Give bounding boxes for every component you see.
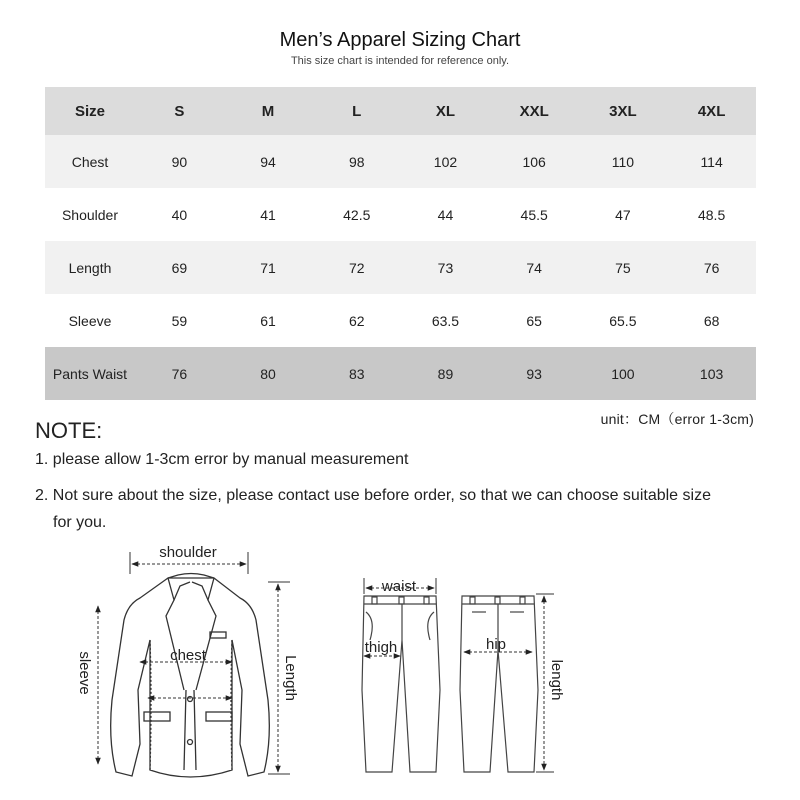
size-table — [45, 87, 756, 400]
table-cell: 83 — [312, 347, 401, 400]
table-header-row — [45, 87, 756, 135]
table-header-cell: 3XL — [579, 87, 668, 135]
table-cell: 61 — [224, 294, 313, 347]
row-label: Pants Waist — [45, 347, 135, 400]
table-header-cell: M — [224, 87, 313, 135]
table-header-cell: XL — [401, 87, 490, 135]
note-line-2-continuation: for you. — [53, 514, 107, 531]
row-label: Sleeve — [45, 294, 135, 347]
table-row — [45, 188, 756, 241]
hip-label: hip — [485, 636, 507, 653]
unit-note: unit：CM（error 1-3cm) — [600, 411, 754, 427]
table-cell: 65 — [490, 294, 579, 347]
table-cell: 69 — [135, 241, 224, 294]
table-cell: 59 — [135, 294, 224, 347]
table-header-cell: 4XL — [667, 87, 756, 135]
table-cell: 80 — [224, 347, 313, 400]
table-cell: 93 — [490, 347, 579, 400]
table-cell: 76 — [135, 347, 224, 400]
waist-label: waist — [381, 578, 417, 595]
chest-label: chest — [170, 647, 206, 664]
table-header-cell: Size — [45, 87, 135, 135]
table-cell: 47 — [579, 188, 668, 241]
table-cell: 40 — [135, 188, 224, 241]
note-line-2 — [35, 482, 775, 536]
table-cell: 42.5 — [312, 188, 401, 241]
note-heading: NOTE: — [35, 418, 103, 443]
table-cell: 100 — [579, 347, 668, 400]
pants-back-illustration — [460, 596, 538, 772]
row-label: Shoulder — [45, 188, 135, 241]
table-cell: 103 — [667, 347, 756, 400]
table-cell: 41 — [224, 188, 313, 241]
table-cell: 102 — [401, 135, 490, 188]
table-cell: 72 — [312, 241, 401, 294]
table-row — [45, 135, 756, 188]
table-cell: 76 — [667, 241, 756, 294]
row-label: Length — [45, 241, 135, 294]
table-cell: 73 — [401, 241, 490, 294]
jacket-illustration — [111, 574, 270, 778]
table-cell: 62 — [312, 294, 401, 347]
table-row — [45, 241, 756, 294]
row-label: Chest — [45, 135, 135, 188]
table-cell: 65.5 — [579, 294, 668, 347]
pants-length-label: length — [548, 659, 565, 701]
sleeve-label: sleeve — [76, 651, 93, 695]
shoulder-label: shoulder — [159, 544, 217, 561]
table-header-cell: L — [312, 87, 401, 135]
table-cell: 71 — [224, 241, 313, 294]
page-title: Men’s Apparel Sizing Chart — [279, 29, 521, 51]
pants-front-illustration — [362, 596, 440, 772]
table-cell: 48.5 — [667, 188, 756, 241]
table-cell: 45.5 — [490, 188, 579, 241]
table-row — [45, 294, 756, 347]
note-line-1: 1. please allow 1-3cm error by manual measurement — [35, 451, 409, 468]
table-cell: 44 — [401, 188, 490, 241]
table-cell: 98 — [312, 135, 401, 188]
table-cell: 75 — [579, 241, 668, 294]
table-header-cell: XXL — [490, 87, 579, 135]
table-cell: 110 — [579, 135, 668, 188]
table-row — [45, 347, 756, 400]
table-header-cell: S — [135, 87, 224, 135]
table-cell: 89 — [401, 347, 490, 400]
page-subtitle: This size chart is intended for reference only. — [290, 55, 510, 67]
measurement-diagram — [0, 535, 800, 800]
jacket-length-label: Length — [282, 655, 299, 701]
thigh-label: thigh — [364, 639, 398, 656]
table-cell: 63.5 — [401, 294, 490, 347]
table-cell: 74 — [490, 241, 579, 294]
table-cell: 106 — [490, 135, 579, 188]
table-cell: 68 — [667, 294, 756, 347]
table-cell: 94 — [224, 135, 313, 188]
note-line-2-text: 2. Not sure about the size, please contact use before order, so that we can choose suitable size — [35, 487, 711, 504]
table-cell: 114 — [667, 135, 756, 188]
table-cell: 90 — [135, 135, 224, 188]
